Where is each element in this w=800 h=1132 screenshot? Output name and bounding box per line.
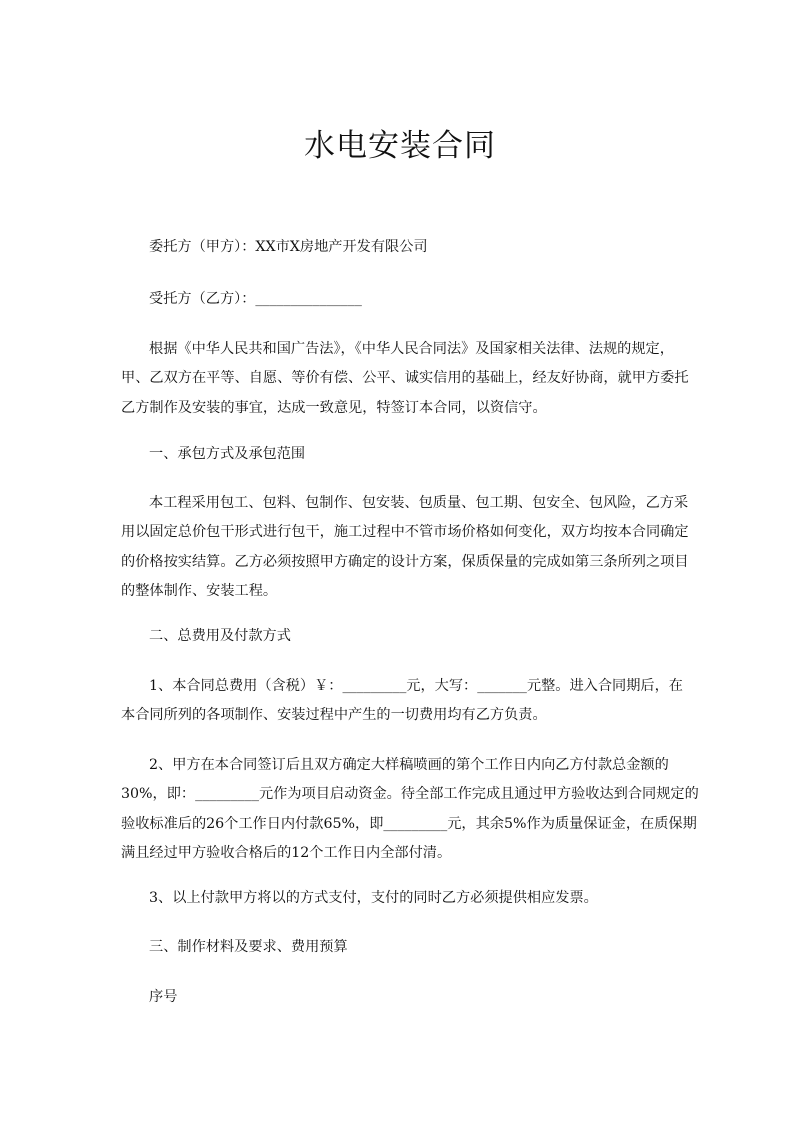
section-2-item-3: 3、以上付款甲方将以的方式支付，支付的同时乙方必须提供相应发票。 <box>149 890 598 906</box>
section-1-line: 用以固定总价包干形式进行包干，施工过程中不管市场价格如何变化，双方均按本合同确定 <box>121 524 689 541</box>
section-2-item-2-line: 验收标准后的26个工作日内付款65%，即_________元，其余5%作为质量保证金，在质保期 <box>121 815 697 832</box>
section-1-line: 的整体制作、安装工程。 <box>121 582 278 599</box>
section-2-item-2 <box>121 751 699 868</box>
intro-line: 乙方制作及安装的事宜，达成一致意见，特签订本合同，以资信守。 <box>121 399 547 416</box>
section-2-item-1-line: 本合同所列的各项制作、安装过程中产生的一切费用均有乙方负责。 <box>121 707 547 724</box>
section-3-heading: 三、制作材料及要求、费用预算 <box>149 939 348 955</box>
section-1-line: 的价格按实结算。乙方必须按照甲方确定的设计方案，保质保量的完成如第三条所列之项目 <box>121 553 689 570</box>
section-1-heading: 一、承包方式及承包范围 <box>149 446 306 462</box>
intro-paragraph <box>121 335 689 423</box>
section-1-body <box>121 489 689 606</box>
contractor-party-line: 受托方（乙方）：_______________ <box>149 291 362 307</box>
intro-line: 根据《中华人民共和国广告法》，《中华人民合同法》及国家相关法律、法规的规定， <box>149 341 674 357</box>
section-1-line: 本工程采用包工、包料、包制作、包安装、包质量、包工期、包安全、包风险，乙方采 <box>149 495 689 511</box>
section-2-item-1 <box>121 672 681 731</box>
section-2-item-2-line: 2、甲方在本合同签订后且双方确定大样稿喷画的第个工作日内向乙方付款总金额的 <box>149 757 669 773</box>
client-party-line: 委托方（甲方）：XX市X房地产开发有限公司 <box>149 239 428 255</box>
section-2-item-2-line: 30%，即：_________元作为项目启动资金。待全部工作完成且通过甲方验收达到合同规定的 <box>121 786 699 803</box>
section-2-heading: 二、总费用及付款方式 <box>149 628 291 644</box>
table-header-serial: 序号 <box>149 989 178 1005</box>
section-2-item-1-line: 1、本合同总费用（含税）￥：_________元，大写：_______元整。进入合同期后，在 <box>149 678 683 694</box>
intro-line: 甲、乙双方在平等、自愿、等价有偿、公平、诚实信用的基础上，经友好协商，就甲方委托 <box>121 370 689 387</box>
section-2-item-2-line: 满且经过甲方验收合格后的12个工作日内全部付清。 <box>121 844 452 861</box>
document-title: 水电安装合同 <box>304 128 496 164</box>
